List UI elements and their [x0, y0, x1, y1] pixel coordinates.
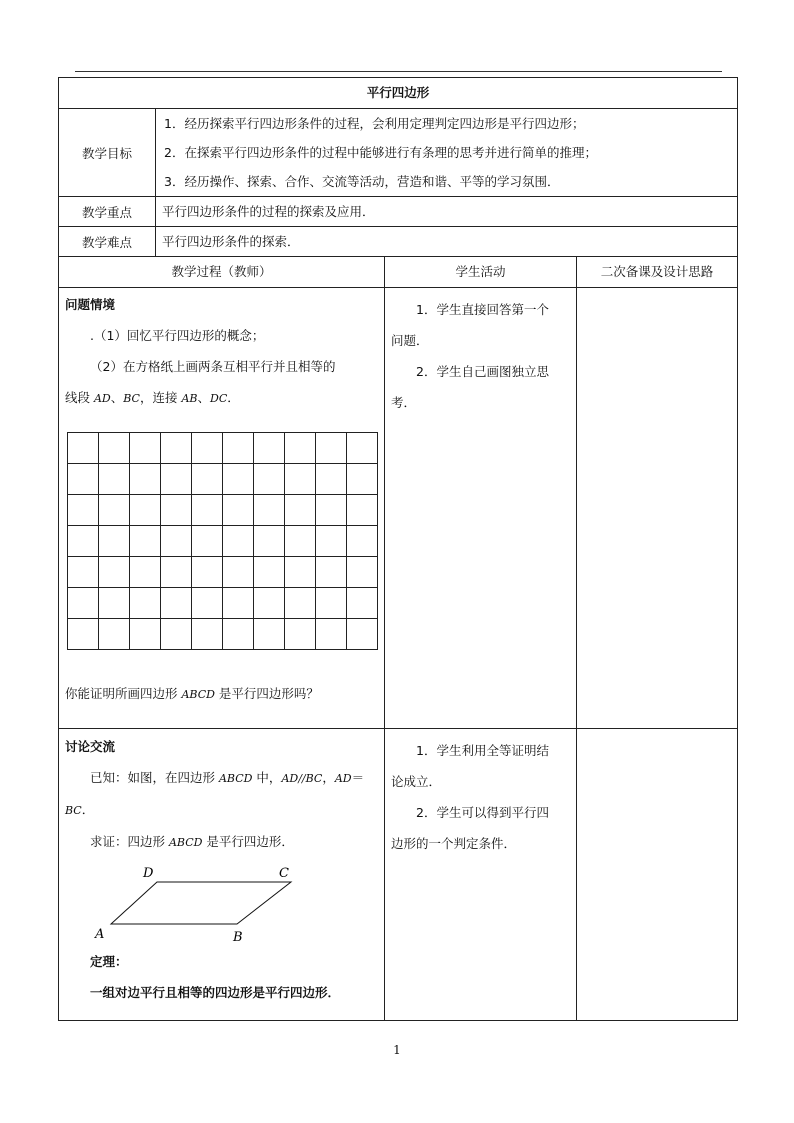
grid-cell — [192, 526, 223, 557]
grid-cell — [347, 464, 378, 495]
grid-cell — [99, 495, 130, 526]
condition-equal-left: AD — [334, 772, 352, 785]
grid-cell — [130, 557, 161, 588]
student-line: 2．学生可以得到平行四 — [416, 805, 549, 820]
key-point-label: 教学重点 — [59, 197, 156, 227]
grid-cell — [161, 588, 192, 619]
student-line: 边形的一个判定条件． — [391, 836, 517, 851]
grid-cell — [316, 495, 347, 526]
segment-ab: AB — [181, 392, 198, 405]
separator: 、 — [110, 390, 124, 405]
grid-cell — [223, 619, 254, 650]
grid-cell — [192, 433, 223, 464]
grid-cell — [192, 588, 223, 619]
student-activity-header: 学生活动 — [385, 257, 577, 288]
student-activity-2 — [385, 729, 577, 1021]
grid-cell — [130, 495, 161, 526]
text: ，连接 — [139, 390, 182, 405]
grid-cell — [68, 619, 99, 650]
grid-row — [68, 588, 378, 619]
grid-cell — [254, 588, 285, 619]
grid-row — [68, 526, 378, 557]
text: ． — [81, 802, 95, 817]
grid-cell — [130, 619, 161, 650]
condition-parallel: AD//BC — [281, 772, 323, 785]
grid-cell — [254, 464, 285, 495]
text: 线段 — [65, 390, 94, 405]
difficulty-label: 教学难点 — [59, 227, 156, 257]
grid-cell — [316, 464, 347, 495]
grid-row — [68, 495, 378, 526]
text: 是平行四边形． — [202, 834, 294, 849]
lesson-title: 平行四边形 — [59, 78, 738, 109]
grid-cell — [347, 619, 378, 650]
grid-cell — [285, 526, 316, 557]
design-notes-2 — [577, 729, 738, 1021]
goals-content — [156, 109, 738, 197]
quadrilateral-name: ABCD — [168, 836, 203, 849]
grid-cell — [99, 557, 130, 588]
theorem-label: 定理： — [90, 954, 128, 969]
grid-cell — [223, 464, 254, 495]
grid-cell — [316, 433, 347, 464]
key-point-text: 平行四边形条件的过程的探索及应用． — [156, 197, 738, 227]
student-line: 1．学生利用全等证明结 — [416, 743, 549, 758]
section-problem-situation — [59, 288, 385, 729]
grid-cell — [316, 526, 347, 557]
grid-cell — [347, 557, 378, 588]
grid-cell — [223, 526, 254, 557]
grid-cell — [223, 433, 254, 464]
parallelogram-shape — [111, 882, 291, 924]
separator: ， — [322, 770, 335, 785]
header-rule — [75, 71, 722, 72]
page-number: 1 — [393, 1043, 401, 1057]
grid-cell — [130, 433, 161, 464]
segment-bc: BC — [123, 392, 140, 405]
student-line: 论成立． — [391, 774, 442, 789]
vertex-label-c: C — [279, 866, 289, 881]
grid-cell — [68, 433, 99, 464]
grid-cell — [68, 557, 99, 588]
text: 你能证明所画四边形 — [65, 686, 182, 701]
segment-ad: AD — [93, 392, 111, 405]
student-line: 问题． — [391, 333, 429, 348]
grid-row — [68, 619, 378, 650]
grid-cell — [285, 619, 316, 650]
grid-cell — [99, 526, 130, 557]
goal-item: 1．经历探索平行四边形条件的过程，会利用定理判定四边形是平行四边形； — [164, 116, 585, 131]
grid-cell — [99, 464, 130, 495]
segment-dc: DC — [210, 392, 228, 405]
parallelogram-figure — [95, 860, 331, 946]
grid-cell — [223, 588, 254, 619]
given-line-cont — [65, 794, 378, 826]
design-notes-header: 二次备课及设计思路 — [577, 257, 738, 288]
grid-cell — [347, 495, 378, 526]
grid-cell — [254, 557, 285, 588]
grid-cell — [161, 526, 192, 557]
grid-row — [68, 433, 378, 464]
grid-cell — [254, 495, 285, 526]
grid-row — [68, 464, 378, 495]
text: ． — [227, 390, 240, 405]
grid-cell — [347, 526, 378, 557]
goal-item: 2．在探索平行四边形条件的过程中能够进行有条理的思考并进行简单的推理； — [164, 145, 597, 160]
grid-cell — [130, 464, 161, 495]
grid-cell — [254, 526, 285, 557]
grid-cell — [130, 526, 161, 557]
grid-cell — [347, 433, 378, 464]
grid-cell — [254, 619, 285, 650]
grid-cell — [192, 557, 223, 588]
recall-line: .（1）回忆平行四边形的概念； — [90, 328, 265, 343]
grid-cell — [285, 433, 316, 464]
grid-row — [68, 557, 378, 588]
condition-equal-right: BC — [65, 804, 82, 817]
quadrilateral-name: ABCD — [218, 772, 253, 785]
grid-cell — [161, 464, 192, 495]
proof-question — [65, 678, 378, 710]
student-line: 考． — [391, 395, 417, 410]
text: 求证：四边形 — [90, 834, 169, 849]
grid-cell — [161, 619, 192, 650]
goal-item: 3．经历操作、探索、合作、交流等活动，营造和谐、平等的学习氛围． — [164, 174, 560, 189]
grid-cell — [285, 464, 316, 495]
grid-cell — [223, 557, 254, 588]
lesson-plan-table — [58, 77, 738, 1021]
grid-cell — [285, 495, 316, 526]
draw-instruction-cont — [65, 382, 378, 414]
graph-paper-grid — [67, 432, 378, 650]
student-line: 1．学生直接回答第一个 — [416, 302, 549, 317]
section-discussion — [59, 729, 385, 1021]
given-line — [65, 762, 378, 794]
teacher-process-header: 教学过程（教师） — [59, 257, 385, 288]
grid-cell — [130, 588, 161, 619]
section-heading: 问题情境 — [65, 297, 116, 312]
grid-cell — [161, 433, 192, 464]
vertex-label-a: A — [95, 927, 105, 942]
grid-cell — [99, 619, 130, 650]
grid-cell — [68, 464, 99, 495]
text: 是平行四边形吗？ — [214, 686, 319, 701]
grid-cell — [68, 588, 99, 619]
grid-cell — [316, 588, 347, 619]
quadrilateral-name: ABCD — [181, 688, 215, 701]
grid-cell — [285, 557, 316, 588]
difficulty-text: 平行四边形条件的探索． — [156, 227, 738, 257]
vertex-label-b: B — [233, 930, 243, 945]
grid-cell — [316, 557, 347, 588]
grid-cell — [316, 619, 347, 650]
theorem-text: 一组对边平行且相等的四边形是平行四边形． — [90, 985, 341, 1000]
separator: 、 — [197, 390, 211, 405]
grid-cell — [223, 495, 254, 526]
vertex-label-d: D — [143, 866, 154, 881]
prove-line — [65, 826, 378, 858]
goals-label: 教学目标 — [59, 109, 156, 197]
student-activity-1 — [385, 288, 577, 729]
student-line: 2．学生自己画图独立思 — [416, 364, 549, 379]
grid-cell — [192, 464, 223, 495]
grid-cell — [161, 557, 192, 588]
grid-cell — [285, 588, 316, 619]
text: 中， — [252, 770, 282, 785]
grid-cell — [254, 433, 285, 464]
grid-cell — [192, 495, 223, 526]
grid-cell — [99, 588, 130, 619]
section-heading: 讨论交流 — [65, 739, 116, 754]
grid-cell — [347, 588, 378, 619]
grid-cell — [161, 495, 192, 526]
equals-sign: ＝ — [351, 770, 365, 785]
design-notes-1 — [577, 288, 738, 729]
grid-cell — [68, 495, 99, 526]
grid-cell — [192, 619, 223, 650]
grid-cell — [99, 433, 130, 464]
grid-cell — [68, 526, 99, 557]
text: 已知：如图，在四边形 — [90, 770, 219, 785]
draw-instruction: （2）在方格纸上画两条互相平行并且相等的 — [90, 359, 336, 374]
